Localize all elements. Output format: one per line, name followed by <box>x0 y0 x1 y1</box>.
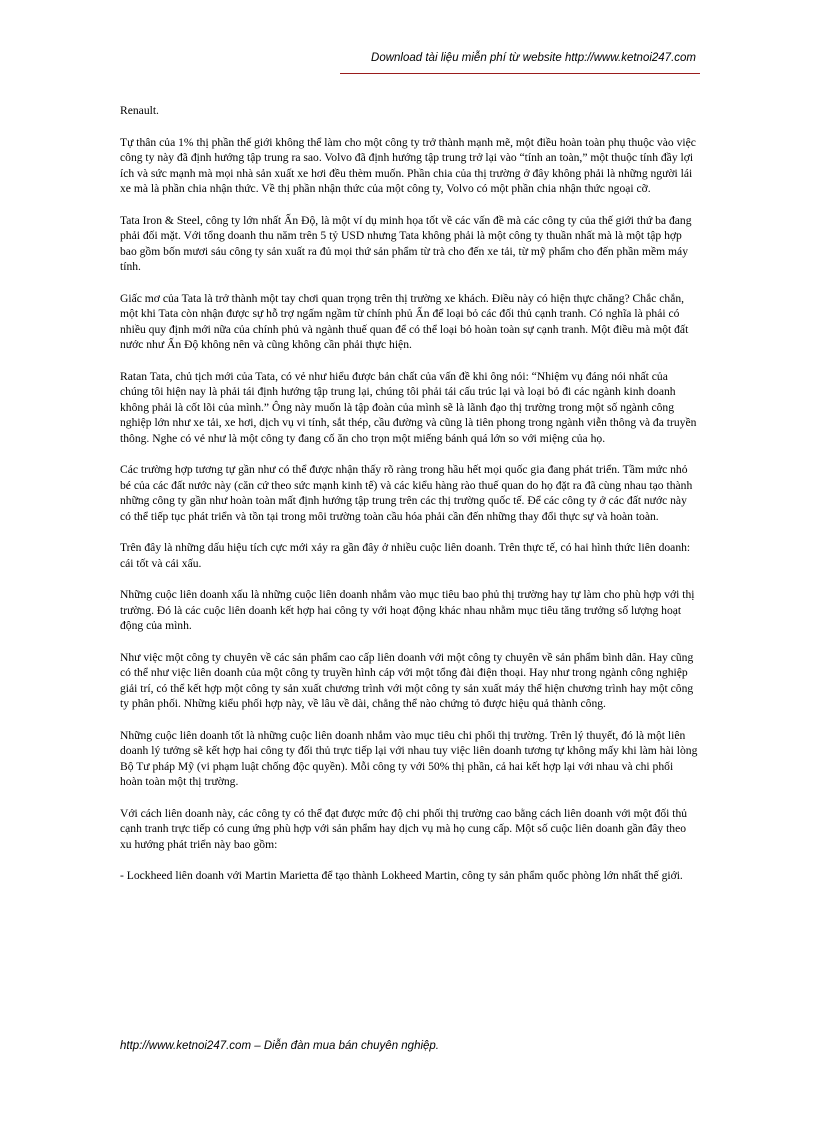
paragraph: Renault. <box>120 104 159 117</box>
document-body <box>120 103 698 900</box>
paragraph: Những cuộc liên doanh xấu là những cuộc liên doanh nhắm vào mục tiêu bao phủ thị trường hay tự làm cho phù hợp với thị trường. Đó là các cuộc liên doanh kết hợp hai công ty với hoạt động khác nhau nhằm mục tiêu tăng trưởng số lượng hoạt động của mình. <box>120 588 695 632</box>
page-header <box>340 52 700 74</box>
paragraph: Các trường hợp tương tự gần như có thể được nhận thấy rõ ràng trong hầu hết mọi quốc gia đang phát triển. Tầm mức nhỏ bé của các đất nước này (căn cứ theo sức mạnh kinh tế) và các kiểu hàng rào thuế quan do họ đặt ra đã cùng nhau tạo thành những công ty gần như hoàn toàn mất định hướng tập trung trên các thị trường quốc tế. Để các công ty ở các đất nước này có thể tiếp tục phát triển và tồn tại trong môi trường toàn cầu hóa phải cần đến những thay đổi thực sự và hoàn toàn. <box>120 463 693 523</box>
page-footer: http://www.ketnoi247.com – Diễn đàn mua bán chuyên nghiệp. <box>120 1040 440 1052</box>
paragraph: Với cách liên doanh này, các công ty có thể đạt được mức độ chi phối thị trường cao bằng cách liên doanh với một đối thủ cạnh tranh trực tiếp có cung ứng phù hợp với sản phẩm hay dịch vụ mà họ cung cấp. Một số cuộc liên doanh gần đây theo xu hướng phát triển này bao gồm: <box>120 806 688 851</box>
paragraph: Tự thân của 1% thị phần thế giới không thể làm cho một công ty trở thành mạnh mẽ, một điều hoàn toàn phụ thuộc vào việc công ty này đã định hướng tập trung ra sao. Volvo đã định hướng tập trung trở lại vào “tính an toàn,” một thuộc tính đầy lợi ích và sức mạnh mà mọi nhà sản xuất xe hơi đều thèm muốn. Phần chia của thị trường ở đây không phải là những người lái xe mà là phần chia nhận thức. Về thị phần nhận thức của một công ty, Volvo có một phần chia nhận thức ngoại cỡ. <box>120 135 696 195</box>
paragraph: Tata Iron & Steel, công ty lớn nhất Ấn Độ, là một ví dụ minh họa tốt về các vấn đề mà các công ty của thế giới thứ ba đang phải đối mặt. Với tổng doanh thu năm trên 5 tỷ USD nhưng Tata không phải là một công ty thuần nhất mà là một tập hợp bao gồm bốn mươi sáu công ty sản xuất ra đủ mọi thứ sản phẩm từ trà cho đến xe tải, từ mỹ phẩm cho đến phần mềm máy tính. <box>120 213 692 273</box>
header-download-text: Download tài liệu miễn phí từ website http://www.ketnoi247.com <box>371 52 696 64</box>
paragraph: Những cuộc liên doanh tốt là những cuộc liên doanh nhắm vào mục tiêu chi phối thị trường. Trên lý thuyết, đó là một liên doanh lý tưởng sẽ kết hợp hai công ty đối thủ trực tiếp lại với nhau tuy việc liên doanh tương tự không mấy khi làm hài lòng Bộ Tư pháp Mỹ (vi phạm luật chống độc quyền). Mỗi công ty với 50% thị phần, cả hai kết hợp lại với nhau và chi phối hoàn toàn một thị trường. <box>120 728 698 788</box>
paragraph: Ratan Tata, chủ tịch mới của Tata, có vẻ như hiểu được bản chất của vấn đề khi ông nói: “Nhiệm vụ đáng nói nhất của chúng tôi hiện nay là phải tái định hướng tập trung lại, chúng tôi phải tái cấu trúc lại và loại bỏ đi các ngành kinh doanh không phải là cốt lõi của mình.” Ông này muốn là tập đoàn của mình sẽ là lãnh đạo thị trường trong một số ngành công nghiệp lớn như xe tải, xe hơi, dịch vụ vi tính, sắt thép, cầu đường và cũng là tiên phong trong ngành viễn thông và đa truyền thông. Nghe có vẻ như là một công ty đang cố ăn cho trọn một miếng bánh quá lớn so với miệng của họ. <box>120 369 697 445</box>
paragraph: Trên đây là những dấu hiệu tích cực mới xảy ra gần đây ở nhiều cuộc liên doanh. Trên thực tế, có hai hình thức liên doanh: cái tốt và cái xấu. <box>120 541 691 570</box>
paragraph: Giấc mơ của Tata là trở thành một tay chơi quan trọng trên thị trường xe khách. Điều này có hiện thực chăng? Chắc chắn, một khi Tata còn nhận được sự hỗ trợ ngấm ngầm từ chính phủ Ấn để loại bỏ các đối thủ cạnh tranh. Có nghĩa là phải có nhiều quy định mới nữa của chính phủ và ngành thuế quan để có thể loại bỏ hoàn toàn sự cạnh tranh. Một điều mà một đất nước như Ấn Độ không nên và cũng không cần phải thực hiện. <box>120 291 689 351</box>
paragraph: Như việc một công ty chuyên về các sản phẩm cao cấp liên doanh với một công ty chuyên về sản phẩm bình dân. Hay cũng có thể như việc liên doanh của một công ty truyền hình cáp với một tổng đài điện thoại. Hay như trong ngành công nghiệp giải trí, có thể kết hợp một công ty sản xuất chương trình với một công ty sản xuất máy thể hiện chương trình hay một công ty phân phối. Những kiểu phối hợp này, về lâu về dài, chẳng thể nào chứng tỏ được hiệu quả thành công. <box>120 650 694 710</box>
paragraph: - Lockheed liên doanh với Martin Marietta để tạo thành Lokheed Martin, công ty sản phẩm quốc phòng lớn nhất thế giới. <box>120 869 683 882</box>
